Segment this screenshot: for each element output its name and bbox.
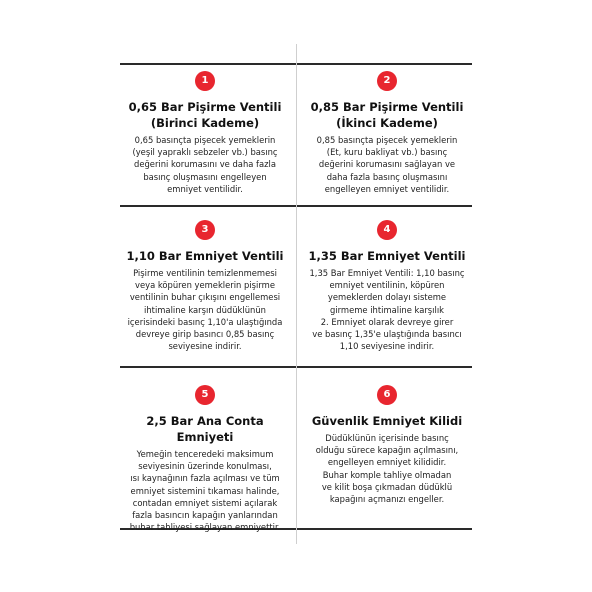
divider-row2-right — [297, 366, 472, 368]
divider-row1-left — [120, 205, 296, 207]
feature-description: 0,85 basınçta pişecek yemeklerin (Et, kuru bakliyat vb.) basınç değerini korumasını sağlayan ve daha fazla basınç oluşmasını engelleyen emniyet ventilidir. — [316, 135, 458, 194]
number-badge: 6 — [377, 385, 397, 405]
feature-description: Yemeğin tenceredeki maksimum seviyesinin üzerinde konulması, ısı kaynağının fazla açılması ve tüm emniyet sistemini tıkaması halinde, contadan emniyet sistemi açılarak fazla basıncın kapağın yanlarından buhar tahliyesi sağlayan emniyettir. — [129, 449, 281, 533]
feature-description: 1,35 Bar Emniyet Ventili: 1,10 basınç emniyet ventilinin, köpüren yemeklerden dolayı sisteme girmeme ihtimaline karşılık 2. Emniyet olarak devreye girer ve basınç 1,35'e ulaştığında basıncı 1,10 seviyesine indirir. — [309, 268, 465, 352]
divider-top-left — [120, 63, 296, 65]
feature-title: Güvenlik Emniyet Kilidi — [311, 414, 463, 428]
divider-row2-left — [120, 366, 296, 368]
feature-card-4 — [299, 220, 475, 352]
feature-description: Pişirme ventilinin temizlenmemesi veya köpüren yemeklerin pişirme ventilinin buhar çıkışını engellemesi ihtimaline karşın düdüklünün içerisindeki basınç 1,10'a ulaştığında devreye girip basıncı 0,85 basınç seviyesine indirir. — [127, 268, 283, 352]
number-badge: 3 — [195, 220, 215, 240]
feature-card-3 — [117, 220, 293, 352]
feature-description: Düdüklünün içerisinde basınç olduğu sürece kapağın açılmasını, engelleyen emniyet kilididir. Buhar komple tahliye olmadan ve kilit boşa çıkmadan düdüklü kapağını açmanızı engeller. — [315, 433, 459, 505]
feature-title: 1,35 Bar Emniyet Ventili — [308, 249, 466, 263]
divider-top-right — [297, 63, 472, 65]
number-badge: 1 — [195, 71, 215, 91]
feature-title: 0,85 Bar Pişirme Ventili (İkinci Kademe) — [310, 100, 464, 130]
divider-row1-right — [297, 205, 472, 207]
feature-title: 2,5 Bar Ana Conta Emniyeti — [146, 414, 264, 444]
feature-title: 1,10 Bar Emniyet Ventili — [126, 249, 284, 263]
feature-title: 0,65 Bar Pişirme Ventili (Birinci Kademe) — [128, 100, 282, 130]
divider-bottom-right — [297, 528, 472, 530]
feature-description: 0,65 basınçta pişecek yemeklerin (yeşil yapraklı sebzeler vb.) basınç değerini korumasını ve daha fazla basınç oluşmasını engelleyen emniyet ventilidir. — [132, 135, 278, 194]
feature-card-6 — [299, 385, 475, 505]
vertical-divider — [296, 44, 297, 544]
number-badge: 4 — [377, 220, 397, 240]
feature-card-5 — [117, 385, 293, 533]
number-badge: 2 — [377, 71, 397, 91]
number-badge: 5 — [195, 385, 215, 405]
feature-card-1 — [117, 71, 293, 195]
feature-card-2 — [299, 71, 475, 195]
